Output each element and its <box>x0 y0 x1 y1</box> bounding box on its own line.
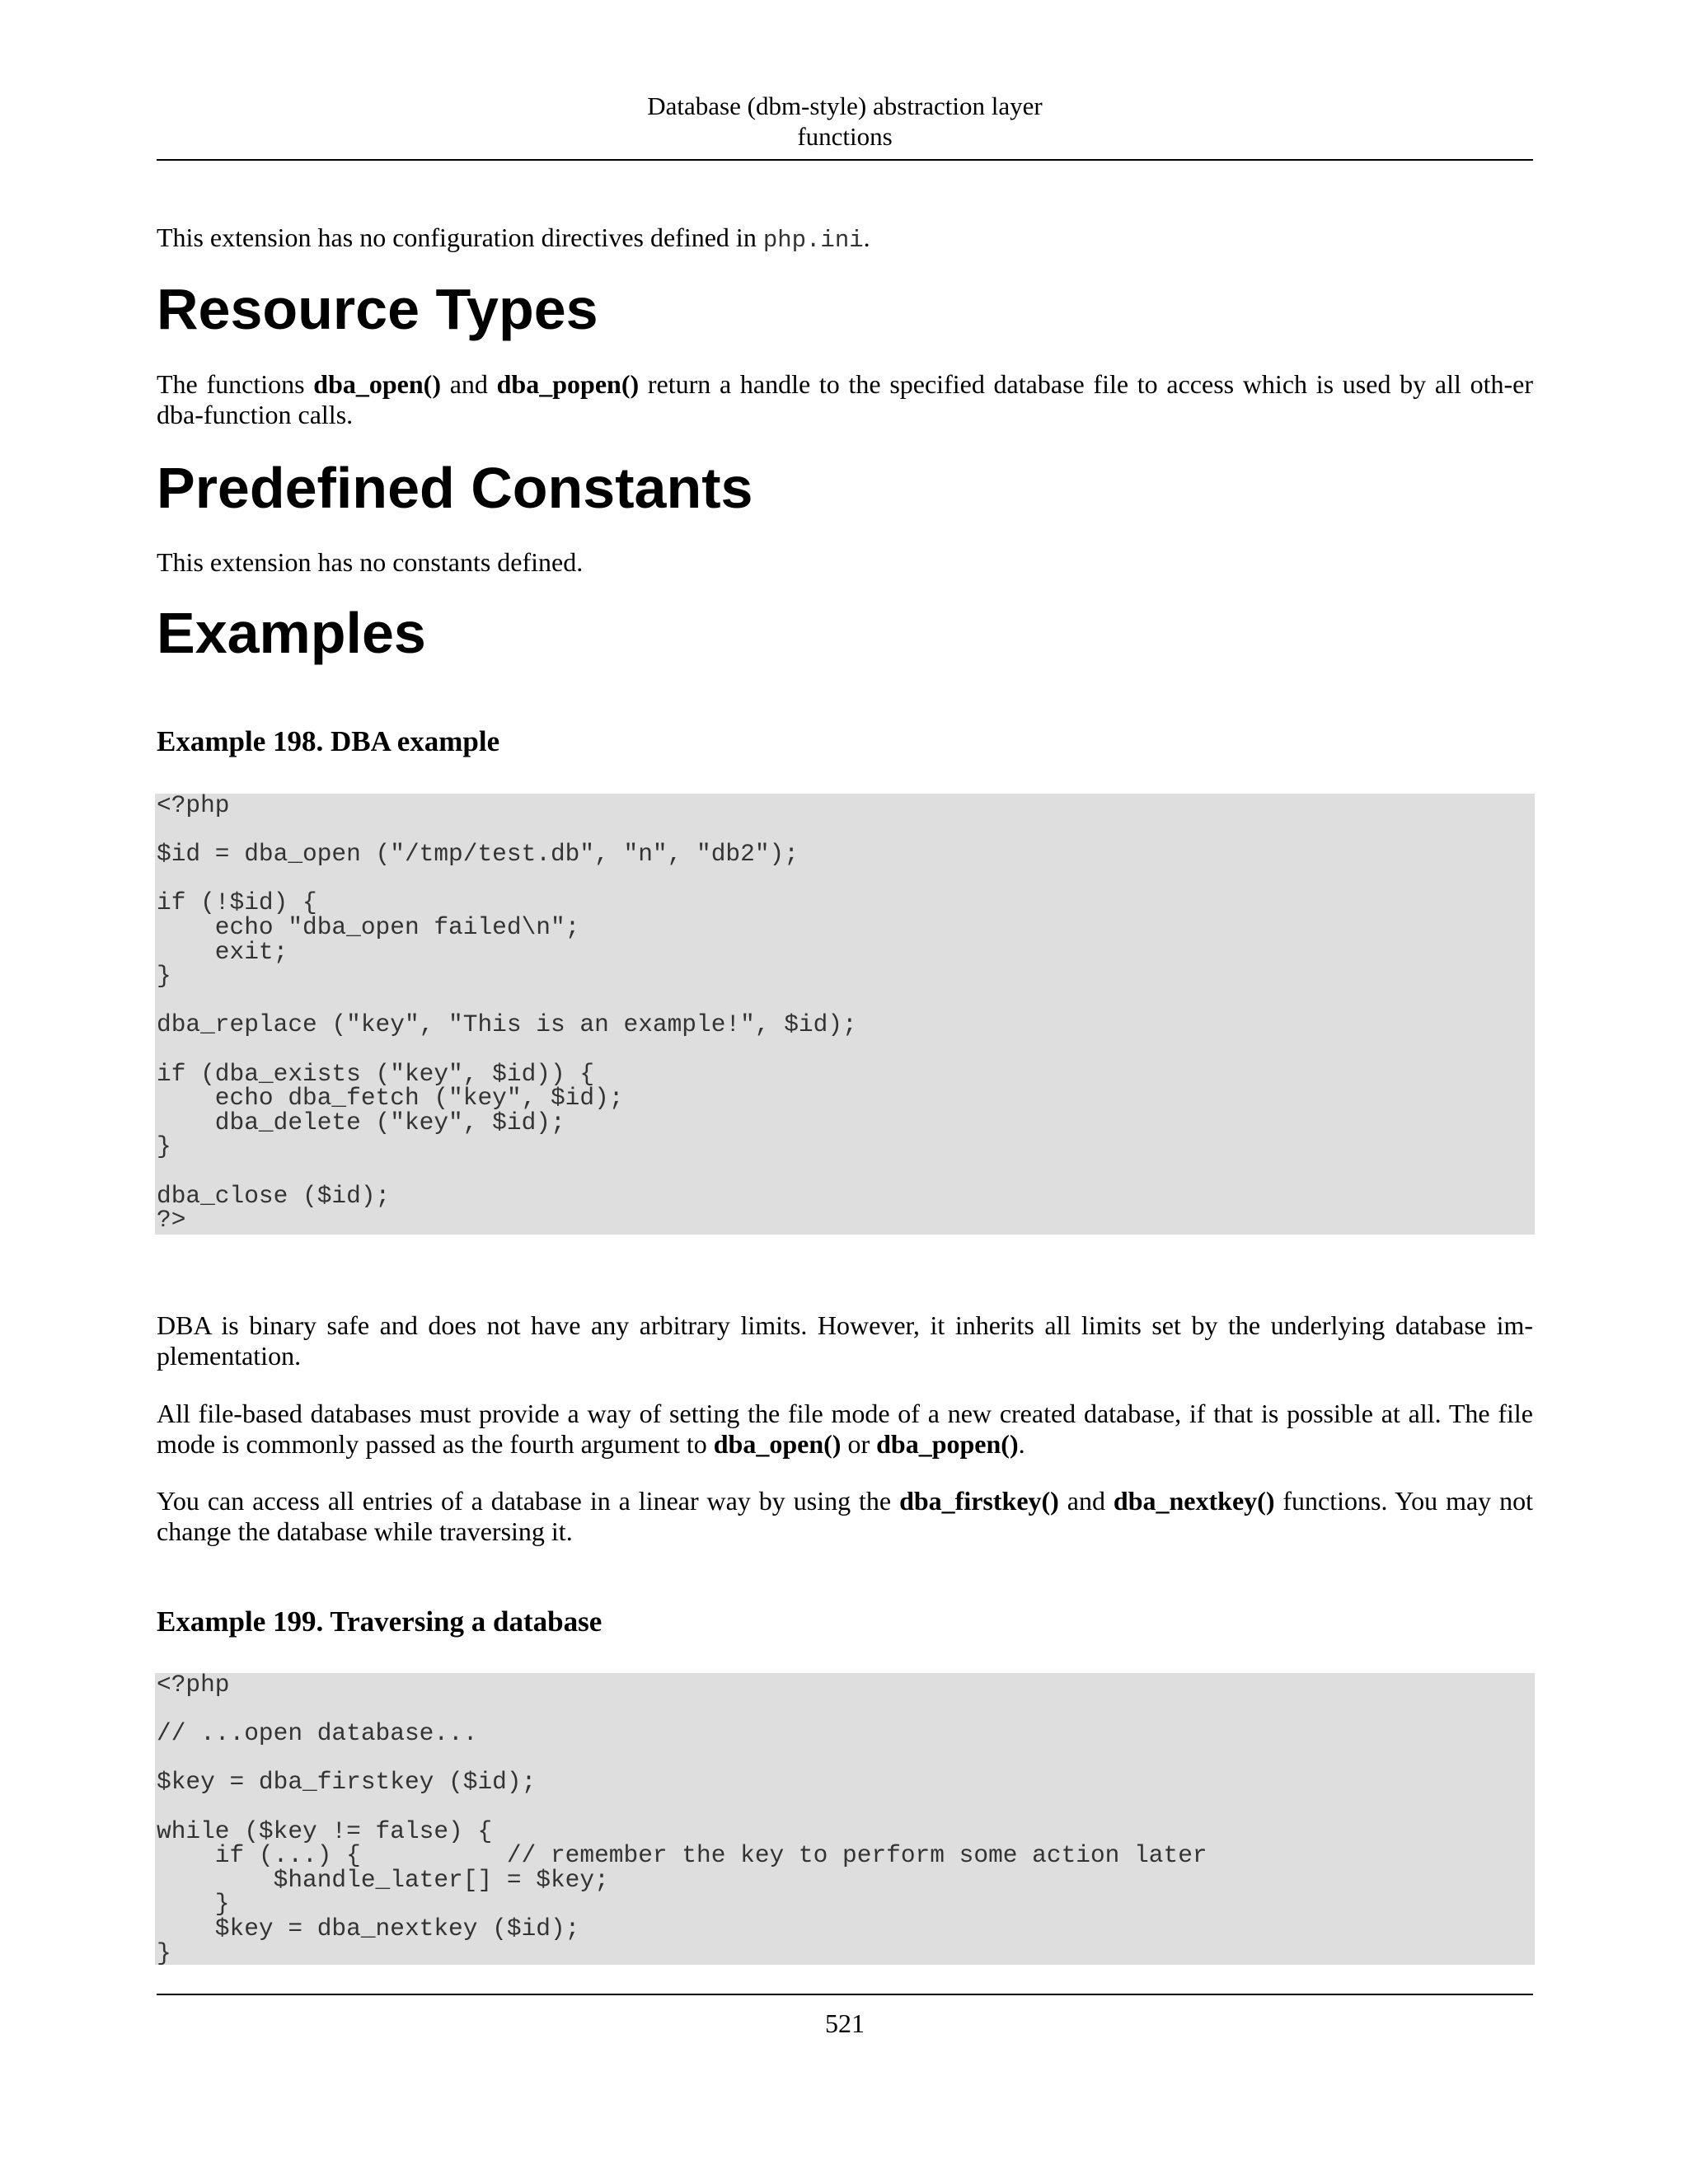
traverse-text-1: You can access all entries of a database in a linear way by using the <box>157 1486 900 1516</box>
fn-dba-nextkey: dba_nextkey() <box>1113 1486 1275 1516</box>
fn-dba-open: dba_open() <box>313 369 441 399</box>
binary-safe-paragraph: DBA is binary safe and does not have any arbitrary limits. However, it inherits all limits set by the underlying database im-plementation. <box>157 1310 1533 1371</box>
config-text-end: . <box>863 223 870 252</box>
page-number: 521 <box>825 2008 865 2038</box>
resource-types-heading: Resource Types <box>157 277 598 341</box>
fn-dba-open-2: dba_open() <box>713 1429 842 1459</box>
example-198-code-block: <?php $id = dba_open ("/tmp/test.db", "n", "db2"); if (!$id) { echo "dba_open failed\n"; exit; } dba_replace ("key", "This is an example!", $id); if (dba_exists ("key", $id)) { echo dba_fetch ("key", $id); dba_delete ("key", $id); } dba_close ($id); ?> <box>155 794 1535 1235</box>
ini-filename: php.ini <box>762 227 864 254</box>
example-199-title: Example 199. Traversing a database <box>157 1605 603 1638</box>
file-mode-paragraph <box>157 1399 1533 1460</box>
footer-rule <box>157 1994 1533 1995</box>
resource-types-paragraph <box>157 369 1533 430</box>
header-title-line1: Database (dbm-style) abstraction layer <box>647 91 1043 120</box>
traverse-paragraph <box>157 1486 1533 1547</box>
config-paragraph <box>157 223 1533 255</box>
config-text: This extension has no configuration directives defined in <box>157 223 763 252</box>
example-198-title: Example 198. DBA example <box>157 725 500 757</box>
header-title-line2: functions <box>797 122 893 151</box>
constants-paragraph: This extension has no constants defined. <box>157 547 584 577</box>
example-199-code-block: <?php // ...open database... $key = dba_firstkey ($id); while ($key != false) { if (...) { // remember the key to perform some action later $handle_later[] = $key; } $key = dba_nextkey ($id); } <box>155 1673 1535 1965</box>
running-header <box>157 91 1533 152</box>
file-mode-text-2: or <box>841 1429 877 1459</box>
fn-dba-firstkey: dba_firstkey() <box>899 1486 1059 1516</box>
file-mode-text-3: . <box>1018 1429 1025 1459</box>
resource-text-1: The functions <box>157 369 314 399</box>
resource-text-2: and <box>440 369 497 399</box>
fn-dba-popen-2: dba_popen() <box>876 1429 1019 1459</box>
fn-dba-popen: dba_popen() <box>496 369 640 399</box>
traverse-text-3: functions. You may not change the database while traversing it. <box>157 1486 1534 1546</box>
predefined-constants-heading: Predefined Constants <box>157 456 753 520</box>
examples-heading: Examples <box>157 601 426 665</box>
resource-text-3: return a handle to the specified database file to access which is used by all oth-er dba-function calls. <box>157 369 1534 429</box>
file-mode-text-1: All file-based databases must provide a way of setting the file mode of a new created database, if that is possible at all. The file mode is commonly passed as the fourth argument to <box>157 1399 1533 1459</box>
header-rule <box>157 159 1533 161</box>
traverse-text-2: and <box>1058 1486 1114 1516</box>
